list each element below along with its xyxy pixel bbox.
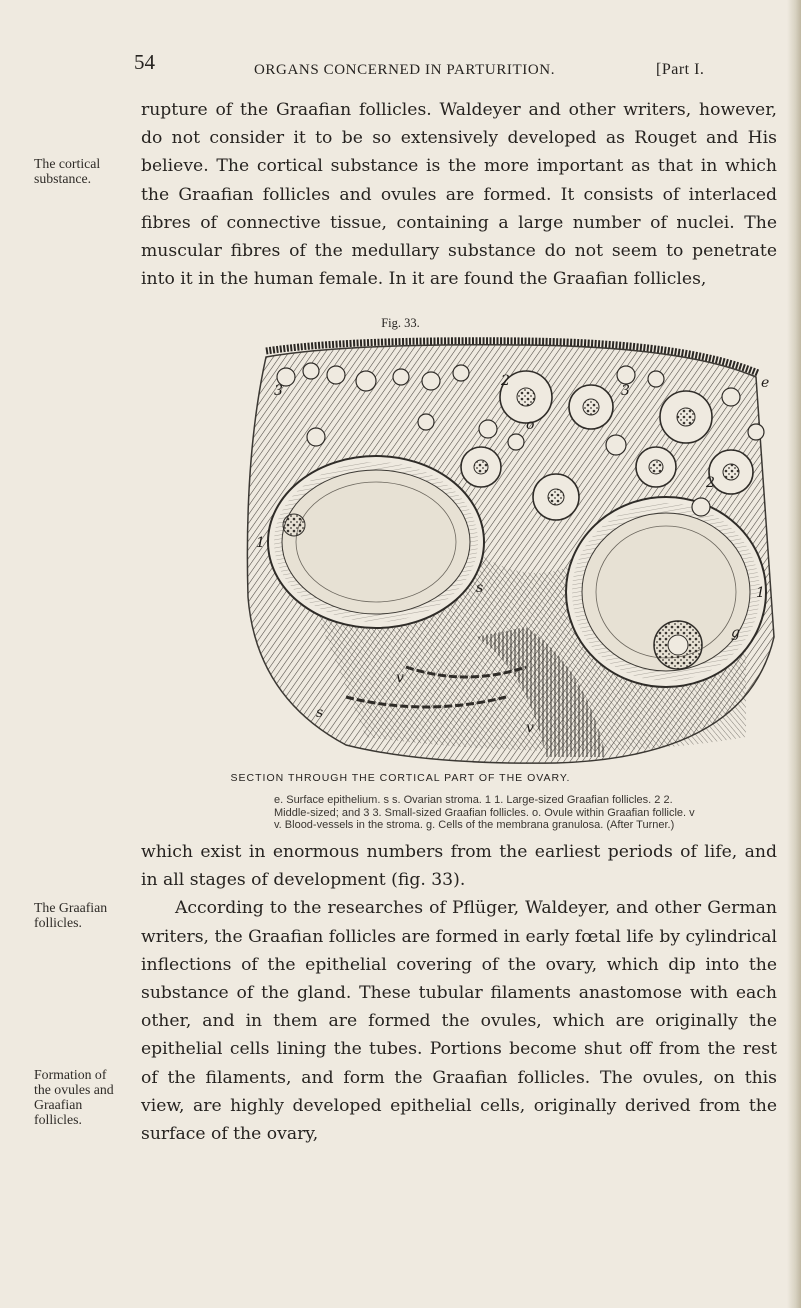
figure-mark: s [476,580,484,596]
figure-mark: v [396,670,404,686]
figure-label: Fig. 33. [381,316,420,330]
page-header [0,50,801,88]
figure-mark: e [761,375,770,391]
large-graafian-follicle-right [566,497,766,687]
paragraph-second: According to the researches of Pflüger, Waldeyer, and other German writers, the Graafian follicles are formed in early fœtal life by cylindrical inflections of the epithelial covering of the ovary, which dip into the substance of the gland. These tubular filaments anastomose with each other, and in them are formed the ovules, which are originally the epithelial cells lining the tubes. Portions become shut off from the rest of the filaments, and form the Graafian follicles. The ovules, on this view, are highly developed epithelial cells, originally derived from the surface of the ovary, [141,898,777,1145]
figure-legend: e. Surface epithelium. s s. Ovarian stroma. 1 1. Large-sized Graafian follicles. 2 2. Middle-sized; and 3 3. Small-sized Graafian follicles. o. Ovule within Graafian follicle. v v. Blood-vessels in the stroma. g. Cells of the membrana granulosa. (After Turner.) [274,794,695,832]
page-number: 54 [134,50,155,74]
paragraph-top: rupture of the Graafian follicles. Waldeyer and other writers, however, do not consider it to be so extensively developed as Rouget and His believe. The cortical substance is the more important as that in which the Graafian follicles and ovules are formed. It consists of interlaced fibres of connective tissue, containing a large number of nuclei. The muscular fibres of the medullary substance do not seem to penetrate into it in the human female. In it are found the Graafian follicles, [141,100,777,290]
paragraph-continuation: which exist in enormous numbers from the earliest periods of life, and in all stages of development (fig. 33). [141,842,777,891]
figure-caption: SECTION THROUGH THE CORTICAL PART OF THE OVARY. [230,772,571,784]
figure-mark: 1 [256,535,265,551]
figure-mark: 2 [706,475,715,491]
figure-mark: 3 [274,383,283,399]
side-note-cortical-substance: The cortical substance. [34,156,101,186]
figure-mark: s [316,705,324,721]
running-head: ORGANS CONCERNED IN PARTURITION. [254,62,556,78]
large-graafian-follicle-left [268,456,484,628]
figure-mark: g [731,625,740,641]
figure-mark: 3 [621,383,630,399]
figure-mark: o [526,417,535,433]
figure-mark: 2 [501,373,510,389]
figure-mark: 1 [756,585,765,601]
text-block-bottom [141,838,777,1148]
side-note-formation: Formation of the ovules and Graafian follicles. [34,1067,114,1127]
figure-mark: v [526,720,534,736]
part-label: [Part I. [656,61,705,78]
ovary-section-figure [226,337,795,765]
side-note-graafian-follicles: The Graafian follicles. [34,900,108,930]
